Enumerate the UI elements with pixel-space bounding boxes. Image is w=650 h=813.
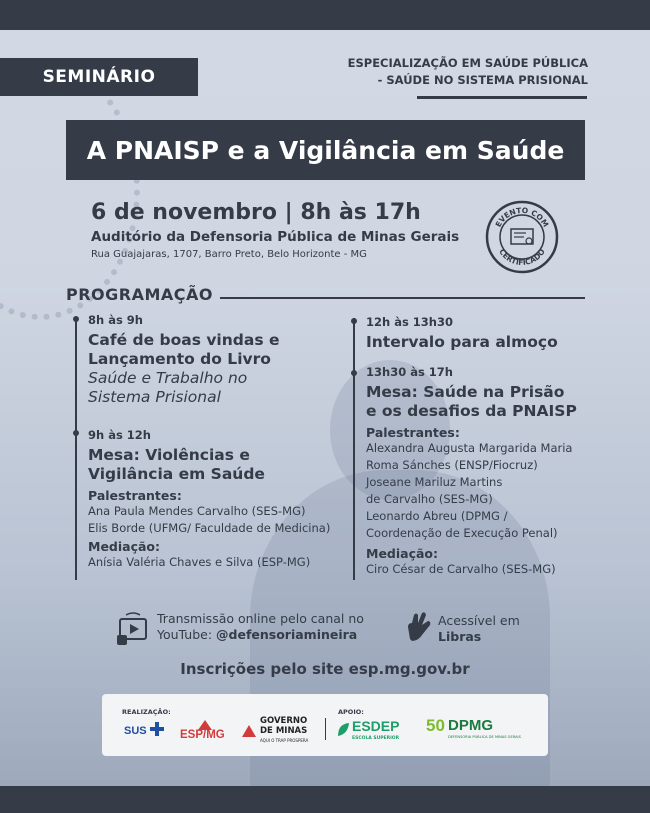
medical-cross-icon bbox=[150, 722, 164, 736]
speaker: Alexandra Augusta Margarida Maria bbox=[366, 441, 573, 455]
video-stream-icon bbox=[117, 611, 151, 645]
speaker: Elis Borde (UFMG/ Faculdade de Medicina) bbox=[88, 521, 331, 535]
program-item-4 bbox=[366, 365, 596, 578]
dpmg-text: DPMG bbox=[448, 717, 493, 734]
item-title-line-2: e os desafios da PNAISP bbox=[366, 402, 577, 420]
dpmg-logo bbox=[426, 716, 536, 746]
program-item-3 bbox=[366, 315, 596, 352]
book-title-line-2: Sistema Prisional bbox=[88, 388, 221, 406]
sus-text: SUS bbox=[124, 725, 147, 737]
stream-line-1: Transmissão online pelo canal no bbox=[157, 611, 364, 626]
program-item-1 bbox=[88, 313, 338, 407]
apoio-label: APOIO: bbox=[338, 708, 364, 716]
governo-triangle-icon bbox=[242, 725, 256, 737]
top-bar bbox=[0, 0, 650, 30]
governo-line-2: DE MINAS bbox=[260, 726, 308, 736]
esdep-leaf-icon bbox=[336, 722, 350, 738]
sus-logo bbox=[124, 722, 164, 737]
item-title-line-1: Café de boas vindas e bbox=[88, 331, 280, 349]
item-time: 9h às 12h bbox=[88, 428, 151, 442]
item-title-line-1: Mesa: Violências e bbox=[88, 446, 250, 464]
program-item-2 bbox=[88, 428, 348, 571]
program-heading: PROGRAMAÇÃO bbox=[66, 285, 214, 304]
program-heading-rule bbox=[220, 297, 585, 299]
specialization-line-1: ESPECIALIZAÇÃO EM SAÚDE PÚBLICA bbox=[347, 56, 588, 70]
item-time: 8h às 9h bbox=[88, 313, 143, 327]
item-time: 12h às 13h30 bbox=[366, 315, 453, 329]
item-title-line-2: Vigilância em Saúde bbox=[88, 465, 265, 483]
seminar-badge: SEMINÁRIO bbox=[0, 58, 198, 96]
speaker: Joseane Mariluz Martins bbox=[366, 475, 503, 489]
bottom-bar bbox=[0, 786, 650, 813]
right-timeline bbox=[353, 318, 355, 580]
speaker: Leonardo Abreu (DPMG / bbox=[366, 509, 508, 523]
specialization-title bbox=[328, 55, 588, 89]
speakers-label: Palestrantes: bbox=[366, 425, 460, 440]
dpmg-subtitle: DEFENSORIA PÚBLICA DE MINAS GERAIS bbox=[448, 735, 521, 739]
event-title: A PNAISP e a Vigilância em Saúde bbox=[66, 120, 585, 180]
mediation-label: Mediação: bbox=[88, 539, 161, 554]
speaker: de Carvalho (SES-MG) bbox=[366, 492, 493, 506]
speaker: Ana Paula Mendes Carvalho (SES-MG) bbox=[88, 504, 306, 518]
governo-minas-logo bbox=[242, 716, 320, 746]
sponsor-logos-bar bbox=[102, 694, 548, 756]
governo-line-1: GOVERNO bbox=[260, 716, 308, 726]
certificate-seal bbox=[484, 199, 560, 275]
event-date: 6 de novembro | 8h às 17h bbox=[91, 200, 421, 225]
youtube-handle[interactable]: @defensoriamineira bbox=[216, 627, 358, 642]
item-time: 13h30 às 17h bbox=[366, 365, 453, 379]
cert-top-text: EVENTO COM bbox=[493, 205, 551, 229]
item-title-line-1: Mesa: Saúde na Prisão bbox=[366, 383, 565, 401]
timeline-dot bbox=[351, 370, 357, 376]
esdep-text: ESDEP bbox=[352, 718, 400, 734]
event-venue: Auditório da Defensoria Pública de Minas Gerais bbox=[91, 229, 460, 245]
logo-divider bbox=[325, 718, 326, 740]
item-title-line-2: Lançamento do Livro bbox=[88, 350, 271, 368]
certificate-icon bbox=[511, 229, 533, 244]
event-address: Rua Guajajaras, 1707, Barro Preto, Belo Horizonte - MG bbox=[91, 249, 367, 260]
cert-bottom-text: CERTIFICADO bbox=[497, 247, 547, 268]
mediation-label: Mediação: bbox=[366, 546, 439, 561]
left-timeline bbox=[75, 318, 77, 580]
realizacao-label: REALIZAÇÃO: bbox=[122, 708, 171, 716]
esp-mg-logo bbox=[180, 720, 236, 744]
stream-line-2: YouTube: bbox=[157, 627, 217, 642]
specialization-underline bbox=[417, 96, 587, 99]
speakers-label: Palestrantes: bbox=[88, 488, 182, 503]
libras-line-2: Libras bbox=[438, 629, 482, 644]
speaker: Roma Sánches (ENSP/Fiocruz) bbox=[366, 458, 538, 472]
dpmg-anniversary: 50 bbox=[426, 716, 445, 735]
item-title-line-1: Intervalo para almoço bbox=[366, 333, 558, 351]
registration-info: Inscrições pelo site esp.mg.gov.br bbox=[180, 660, 470, 678]
esdep-logo bbox=[336, 718, 418, 746]
timeline-dot bbox=[351, 318, 357, 324]
specialization-line-2: - SAÚDE NO SISTEMA PRISIONAL bbox=[377, 73, 588, 87]
book-title-line-1: Saúde e Trabalho no bbox=[88, 369, 248, 387]
svg-text:CERTIFICADO bbox=[497, 247, 547, 267]
sign-language-icon bbox=[404, 609, 434, 643]
mediator: Ciro César de Carvalho (SES-MG) bbox=[366, 562, 556, 576]
libras-accessibility bbox=[404, 609, 544, 647]
speaker: Coordenação de Execução Penal) bbox=[366, 526, 558, 540]
esp-mg-text: ESP/MG bbox=[180, 729, 225, 741]
governo-line-3: AQUI O TRAP PROSPERA bbox=[260, 738, 309, 743]
timeline-dot bbox=[73, 430, 79, 436]
esdep-subtitle: ESCOLA SUPERIOR bbox=[352, 736, 400, 741]
mediator: Anísia Valéria Chaves e Silva (ESP-MG) bbox=[88, 555, 311, 569]
timeline-dot bbox=[73, 316, 79, 322]
online-stream bbox=[117, 609, 367, 647]
libras-line-1: Acessível em bbox=[438, 613, 520, 628]
